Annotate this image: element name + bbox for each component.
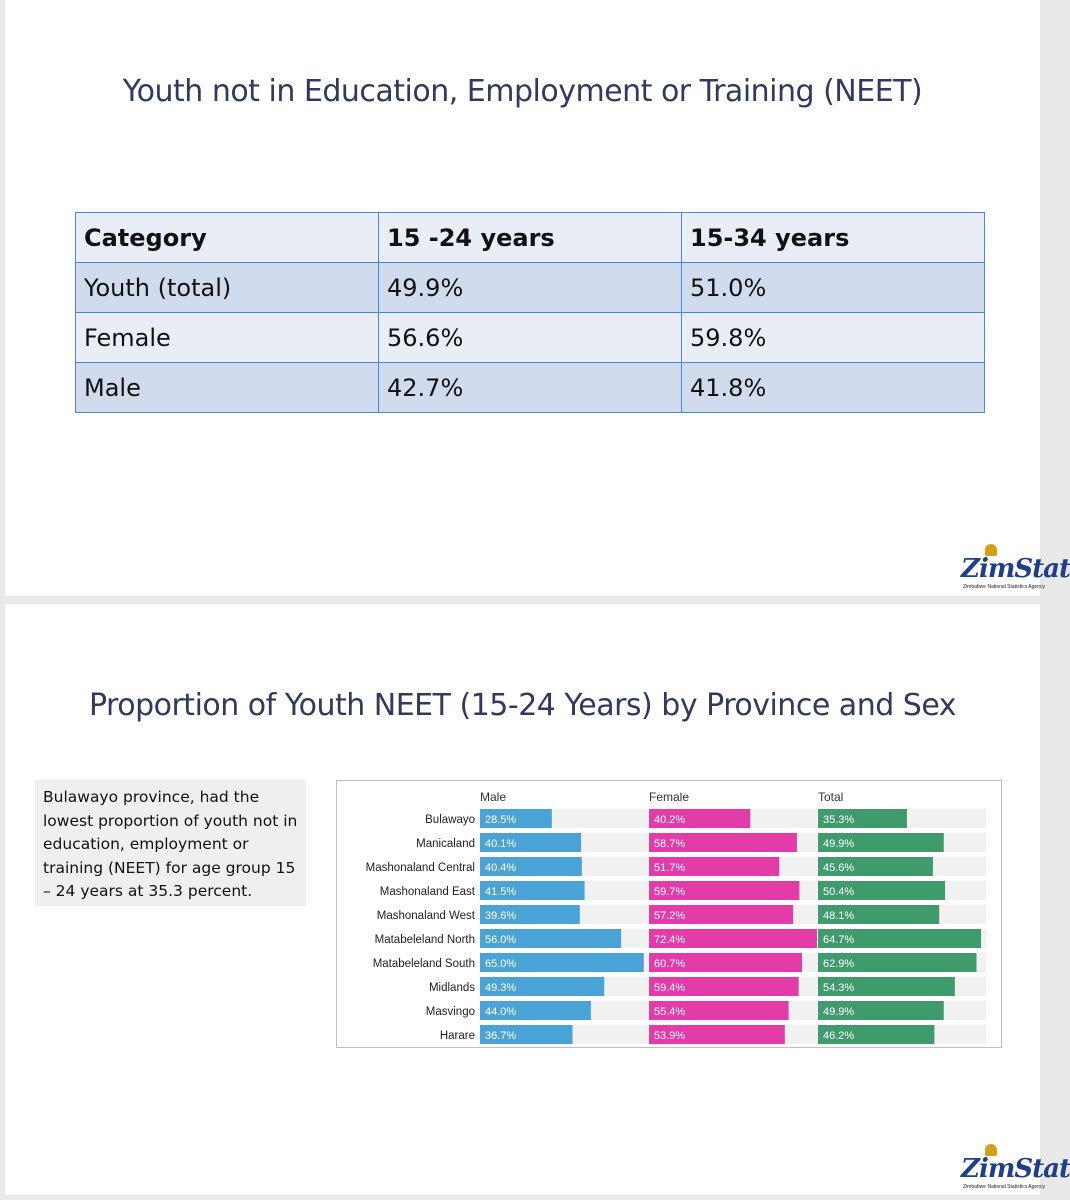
data-label: 53.9% [654, 1030, 686, 1042]
data-label: 40.1% [485, 838, 517, 850]
logo-subtitle: Zimbabwe National Statistics Agency [963, 1184, 1045, 1190]
category-label: Mashonaland East [379, 886, 475, 898]
data-label: 28.5% [485, 814, 517, 826]
data-label: 49.9% [823, 1006, 855, 1018]
table-cell: 56.6% [379, 313, 682, 363]
series-header: Female [649, 790, 690, 804]
table-cell: 51.0% [682, 263, 985, 313]
table-cell: 49.9% [379, 263, 682, 313]
data-label: 44.0% [485, 1006, 517, 1018]
table-row [76, 363, 985, 413]
data-label: 60.7% [654, 958, 686, 970]
data-label: 64.7% [823, 934, 855, 946]
series-header: Total [818, 790, 844, 804]
neet-province-chart [337, 781, 1001, 1047]
table-row [76, 263, 985, 313]
table-header: 15 -24 years [379, 213, 682, 263]
zimstat-logo [961, 1144, 1070, 1192]
table-cell: Youth (total) [76, 263, 379, 313]
data-label: 72.4% [654, 934, 686, 946]
category-label: Manicaland [416, 838, 475, 850]
category-label: Matabeleland North [374, 934, 475, 946]
data-label: 41.5% [485, 886, 517, 898]
category-label: Mashonaland Central [365, 862, 475, 874]
data-label: 62.9% [823, 958, 855, 970]
slide-neet-province-chart [5, 604, 1070, 1195]
category-label: Harare [439, 1030, 475, 1042]
zimstat-logo [961, 544, 1070, 592]
chart-frame [336, 780, 1002, 1048]
table-header: Category [76, 213, 379, 263]
data-label: 51.7% [654, 862, 686, 874]
table-cell: 42.7% [379, 363, 682, 413]
data-label: 56.0% [485, 934, 517, 946]
data-label: 59.4% [654, 982, 686, 994]
data-label: 39.6% [485, 910, 517, 922]
logo-subtitle: Zimbabwe National Statistics Agency [963, 584, 1045, 590]
data-label: 50.4% [823, 886, 855, 898]
data-label: 55.4% [654, 1006, 686, 1018]
data-label: 48.1% [823, 910, 855, 922]
data-label: 35.3% [823, 814, 855, 826]
category-label: Mashonaland West [376, 910, 475, 922]
logo-text: ZimStat [961, 1154, 1070, 1184]
data-label: 58.7% [654, 838, 686, 850]
data-label: 36.7% [485, 1030, 517, 1042]
data-label: 40.2% [654, 814, 686, 826]
data-label: 59.7% [654, 886, 686, 898]
category-label: Bulawayo [425, 814, 475, 826]
data-label: 49.3% [485, 982, 517, 994]
logo-text: ZimStat [961, 554, 1070, 584]
neet-table [75, 212, 985, 413]
table-header-row [76, 213, 985, 263]
data-label: 40.4% [485, 862, 517, 874]
table-row [76, 313, 985, 363]
table-header: 15-34 years [682, 213, 985, 263]
table-cell: Male [76, 363, 379, 413]
data-label: 49.9% [823, 838, 855, 850]
series-header: Male [480, 790, 507, 804]
slide1-title: Youth not in Education, Employment or Training (NEET) [122, 74, 923, 109]
category-label: Masvingo [425, 1006, 475, 1018]
category-label: Matabeleland South [372, 958, 475, 970]
note-box: Bulawayo province, had the lowest proportion of youth not in education, employment or training (NEET) for age group 15 – 24 years at 35.3 percent. [35, 780, 306, 906]
table-cell: 59.8% [682, 313, 985, 363]
category-label: Midlands [428, 982, 475, 994]
data-label: 65.0% [485, 958, 517, 970]
slide-neet-table [5, 0, 1070, 596]
table-cell: 41.8% [682, 363, 985, 413]
data-label: 45.6% [823, 862, 855, 874]
data-label: 57.2% [654, 910, 686, 922]
data-label: 46.2% [823, 1030, 855, 1042]
data-label: 54.3% [823, 982, 855, 994]
table-cell: Female [76, 313, 379, 363]
slide2-title: Proportion of Youth NEET (15-24 Years) by Province and Sex [88, 688, 957, 723]
